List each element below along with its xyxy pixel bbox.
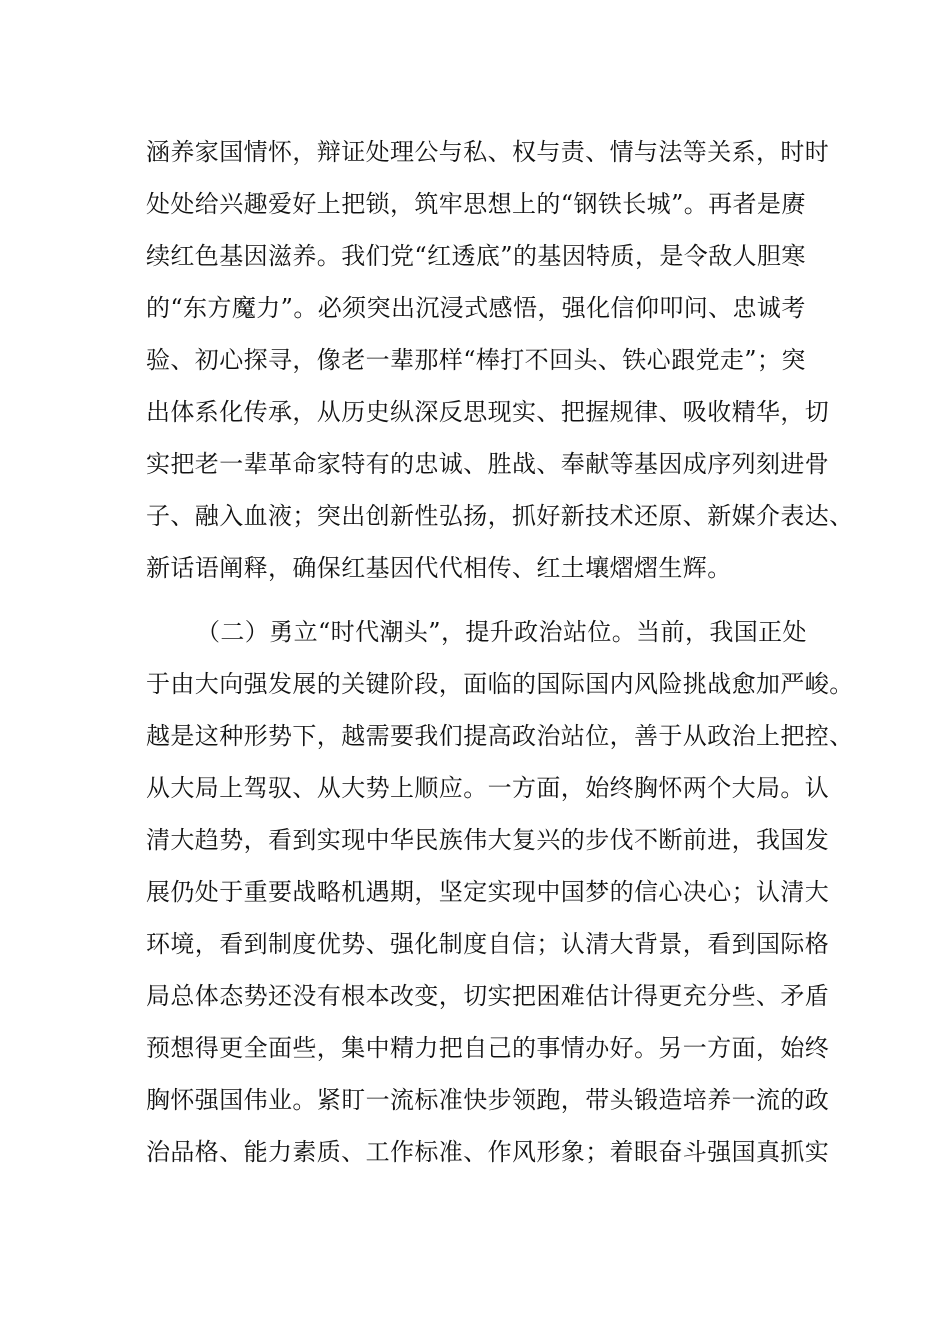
text-line: 出体系化传承，从历史纵深反思现实、把握规律、吸收精华，切 xyxy=(146,398,830,426)
text-line: 展仍处于重要战略机遇期，坚定实现中国梦的信心决心；认清大 xyxy=(146,878,830,906)
text-line: 于由大向强发展的关键阶段，面临的国际国内风险挑战愈加严峻。 xyxy=(146,670,854,698)
text-line: 从大局上驾驭、从大势上顺应。一方面，始终胸怀两个大局。认 xyxy=(146,774,830,802)
text-line: 涵养家国情怀，辩证处理公与私、权与责、情与法等关系，时时 xyxy=(146,138,830,166)
text-line: 局总体态势还没有根本改变，切实把困难估计得更充分些、矛盾 xyxy=(146,982,830,1010)
text-line: 新话语阐释，确保红基因代代相传、红土壤熠熠生辉。 xyxy=(146,554,732,582)
text-line: （二）勇立“时代潮头”，提升政治站位。当前，我国正处 xyxy=(196,618,807,646)
text-line: 实把老一辈革命家特有的忠诚、胜战、奉献等基因成序列刻进骨 xyxy=(146,450,830,478)
text-line: 验、初心探寻，像老一辈那样“棒打不回头、铁心跟党走”；突 xyxy=(146,346,806,374)
text-line: 的“东方魔力”。必须突出沉浸式感悟，强化信仰叩问、忠诚考 xyxy=(146,294,806,322)
text-line: 续红色基因滋养。我们党“红透底”的基因特质，是令敌人胆寒 xyxy=(146,242,806,270)
text-line: 处处给兴趣爱好上把锁，筑牢思想上的“钢铁长城”。再者是赓 xyxy=(146,190,806,218)
text-line: 清大趋势，看到实现中华民族伟大复兴的步伐不断前进，我国发 xyxy=(146,826,830,854)
text-line: 越是这种形势下，越需要我们提高政治站位，善于从政治上把控、 xyxy=(146,722,854,750)
text-line: 环境，看到制度优势、强化制度自信；认清大背景，看到国际格 xyxy=(146,930,830,958)
text-line: 预想得更全面些，集中精力把自己的事情办好。另一方面，始终 xyxy=(146,1034,830,1062)
text-line: 胸怀强国伟业。紧盯一流标准快步领跑，带头锻造培养一流的政 xyxy=(146,1086,830,1114)
text-line: 子、融入血液；突出创新性弘扬，抓好新技术还原、新媒介表达、 xyxy=(146,502,854,530)
text-line: 治品格、能力素质、工作标准、作风形象；着眼奋斗强国真抓实 xyxy=(146,1138,830,1166)
